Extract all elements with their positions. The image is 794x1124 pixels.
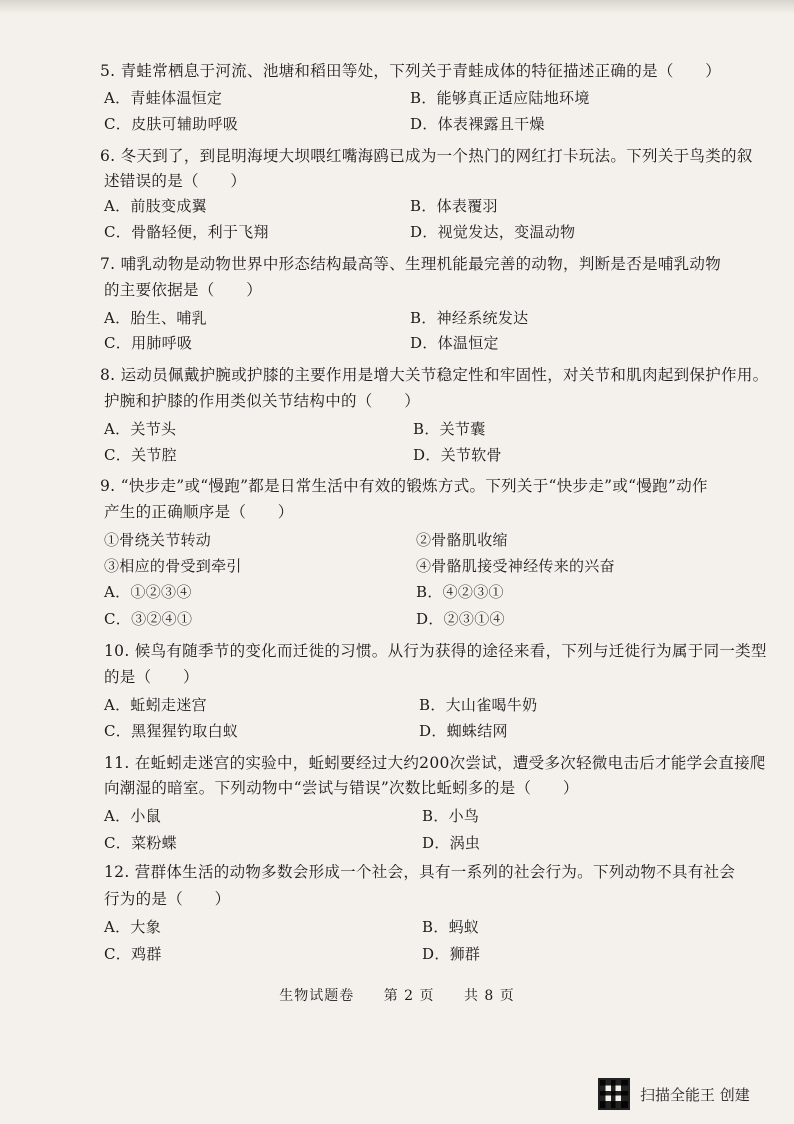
- question-stem-cont: 的主要依据是（ ）: [104, 281, 263, 299]
- page-footer: [0, 985, 794, 1005]
- watermark-text: 扫描全能王 创建: [640, 1085, 750, 1104]
- option-b: B．大山雀喝牛奶: [419, 696, 538, 714]
- question-stem: 11. 在蚯蚓走迷宫的实验中，蚯蚓要经过大约200次尝试，遭受多次轻微电击后才能学会直接爬: [104, 754, 766, 772]
- option-b: B．蚂蚁: [422, 918, 480, 936]
- sub-item-2: ②骨骼肌收缩: [416, 531, 508, 549]
- option-d: D．体表裸露且干燥: [410, 115, 545, 133]
- option-c: C．骨骼轻便，利于飞翔: [104, 223, 269, 241]
- option-b: B．关节囊: [413, 420, 486, 438]
- question-stem-cont: 向潮湿的暗室。下列动物中“尝试与错误”次数比蚯蚓多的是（ ）: [104, 779, 579, 797]
- footer-total-pages: 共 8 页: [463, 988, 515, 1004]
- option-d: D．蜘蛛结网: [419, 722, 508, 740]
- option-c: C．菜粉蝶: [104, 834, 177, 852]
- option-a: A．前肢变成翼: [104, 197, 207, 215]
- option-a: A．胎生、哺乳: [104, 309, 207, 327]
- option-c: C．鸡群: [104, 945, 162, 963]
- sub-item-4: ④骨骼肌接受神经传来的兴奋: [416, 557, 615, 575]
- option-b: B．体表覆羽: [410, 197, 498, 215]
- question-stem: 9. “快步走”或“慢跑”都是日常生活中有效的锻炼方式。下列关于“快步走”或“慢跑”动作: [100, 477, 708, 495]
- question-stem: 7. 哺乳动物是动物世界中形态结构最高等、生理机能最完善的动物，判断是否是哺乳动物: [100, 255, 722, 273]
- option-a: A．大象: [104, 918, 162, 936]
- option-b: B．④②③①: [416, 583, 504, 601]
- option-b: B．能够真正适应陆地环境: [410, 89, 590, 107]
- option-d: D．涡虫: [422, 834, 481, 852]
- option-c: C．皮肤可辅助呼吸: [104, 115, 239, 133]
- question-stem: 5. 青蛙常栖息于河流、池塘和稻田等处，下列关于青蛙成体的特征描述正确的是（ ）: [100, 62, 722, 80]
- question-stem-cont: 护腕和护膝的作用类似关节结构中的（ ）: [104, 392, 421, 410]
- option-c: C．③②④①: [104, 610, 193, 628]
- option-c: C．关节腔: [104, 446, 177, 464]
- option-a: A．①②③④: [104, 583, 192, 601]
- option-a: A．青蛙体温恒定: [104, 89, 223, 107]
- option-d: D．狮群: [422, 945, 481, 963]
- option-d: D．体温恒定: [410, 334, 499, 352]
- question-stem: 10. 候鸟有随季节的变化而迁徙的习惯。从行为获得的途径来看，下列与迁徙行为属于同一类型: [104, 642, 767, 660]
- option-d: D．②③①④: [416, 610, 505, 628]
- footer-subject: 生物试题卷: [279, 988, 355, 1004]
- question-stem: 8. 运动员佩戴护腕或护膝的主要作用是增大关节稳定性和牢固性，对关节和肌肉起到保护作用。: [100, 366, 769, 384]
- footer-page-number: 第 2 页: [383, 988, 435, 1004]
- sub-item-1: ①骨绕关节转动: [104, 531, 212, 549]
- scan-edge: [0, 0, 794, 14]
- option-c: C．黑猩猩钓取白蚁: [104, 722, 239, 740]
- option-d: D．视觉发达，变温动物: [410, 223, 576, 241]
- question-stem: 6. 冬天到了，到昆明海埂大坝喂红嘴海鸥已成为一个热门的网红打卡玩法。下列关于鸟类的叙: [100, 147, 753, 165]
- scanner-watermark: [598, 1078, 750, 1110]
- option-a: A．关节头: [104, 420, 177, 438]
- option-d: D．关节软骨: [413, 446, 502, 464]
- option-a: A．蚯蚓走迷宫: [104, 696, 207, 714]
- sub-item-3: ③相应的骨受到牵引: [104, 557, 242, 575]
- option-b: B．神经系统发达: [410, 309, 529, 327]
- option-a: A．小鼠: [104, 807, 162, 825]
- qr-code-icon: [598, 1078, 630, 1110]
- question-stem: 12. 营群体生活的动物多数会形成一个社会，具有一系列的社会行为。下列动物不具有社会: [104, 863, 736, 881]
- option-c: C．用肺呼吸: [104, 334, 193, 352]
- question-stem-cont: 的是（ ）: [104, 668, 199, 686]
- question-stem-cont: 产生的正确顺序是（ ）: [104, 503, 294, 521]
- question-stem-cont: 述错误的是（ ）: [104, 172, 247, 190]
- question-stem-cont: 行为的是（ ）: [104, 890, 231, 908]
- option-b: B．小鸟: [422, 807, 480, 825]
